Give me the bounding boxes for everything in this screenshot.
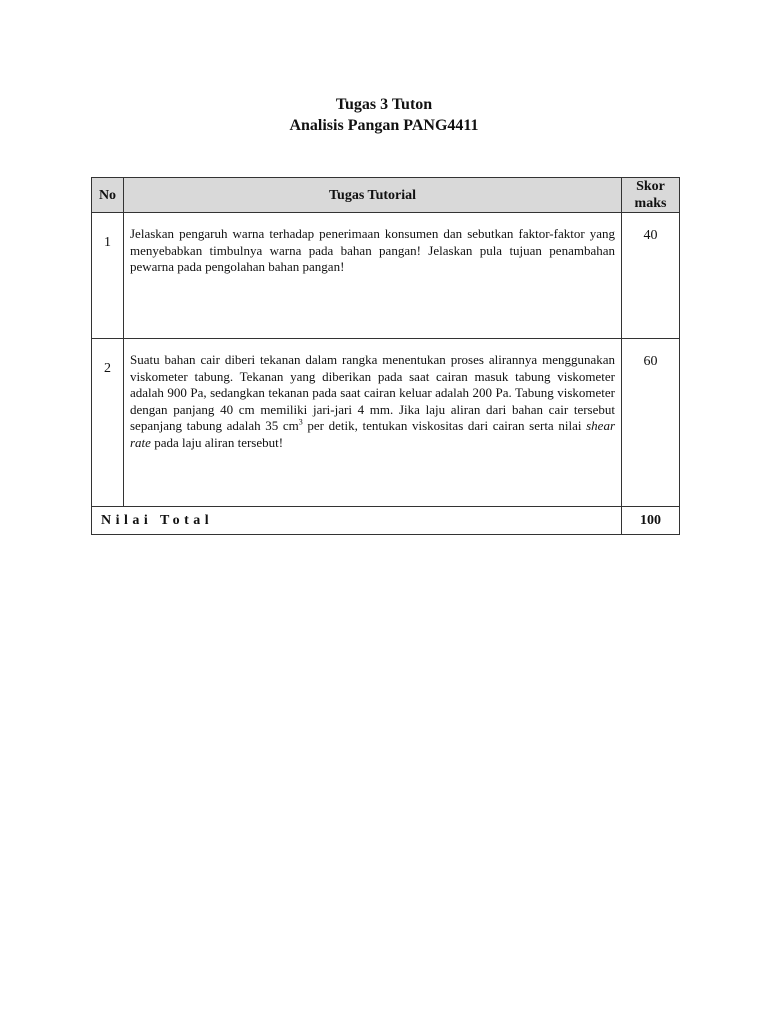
- title-line-2: Analisis Pangan PANG4411: [289, 117, 479, 134]
- row-number: 1: [92, 213, 124, 339]
- task-text-part1: Suatu bahan cair diberi tekanan dalam rangka menentukan proses alirannya menggunakan viskometer tabung. Tekanan yang diberikan pada saat cairan masuk tabung viskometer adalah 900 Pa, sedangkan tekanan pada saat cairan keluar adalah 200 Pa. Tabung viskometer dengan panjang 40 cm memiliki jari-jari 4 mm. Jika laju aliran dari bahan cair tersebut sepanjang tabung adalah 35 cm: [130, 352, 615, 433]
- max-score: 40: [622, 213, 680, 339]
- header-skor-line2: maks: [634, 196, 667, 211]
- header-task: Tugas Tutorial: [124, 178, 622, 213]
- task-text: Jelaskan pengaruh warna terhadap penerimaan konsumen dan sebutkan faktor-faktor yang menyebabkan timbulnya warna pada bahan pangan! Jelaskan pula tujuan penambahan pewarna pada pengolahan bahan pangan!: [124, 213, 622, 339]
- total-row: [92, 507, 680, 535]
- header-skor: [622, 178, 680, 213]
- max-score: 60: [622, 339, 680, 507]
- total-label: Nilai Total: [92, 507, 622, 535]
- table-row: [92, 213, 680, 339]
- header-skor-line1: Skor: [636, 179, 665, 194]
- table-header-row: [92, 178, 680, 213]
- task-text-italic-term: shear rate: [130, 418, 615, 450]
- header-no: No: [92, 178, 124, 213]
- task-text-part2: per detik, tentukan viskositas dari cairan serta nilai: [302, 418, 587, 433]
- document-title: [0, 94, 768, 136]
- superscript-exponent: 3: [298, 417, 303, 427]
- title-line-1: Tugas 3 Tuton: [335, 96, 433, 113]
- task-text-part3: pada laju aliran tersebut!: [150, 434, 284, 450]
- row-number: 2: [92, 339, 124, 507]
- task-table: [91, 177, 680, 535]
- total-value: 100: [622, 507, 680, 535]
- task-text: [124, 339, 622, 507]
- table-row: [92, 339, 680, 507]
